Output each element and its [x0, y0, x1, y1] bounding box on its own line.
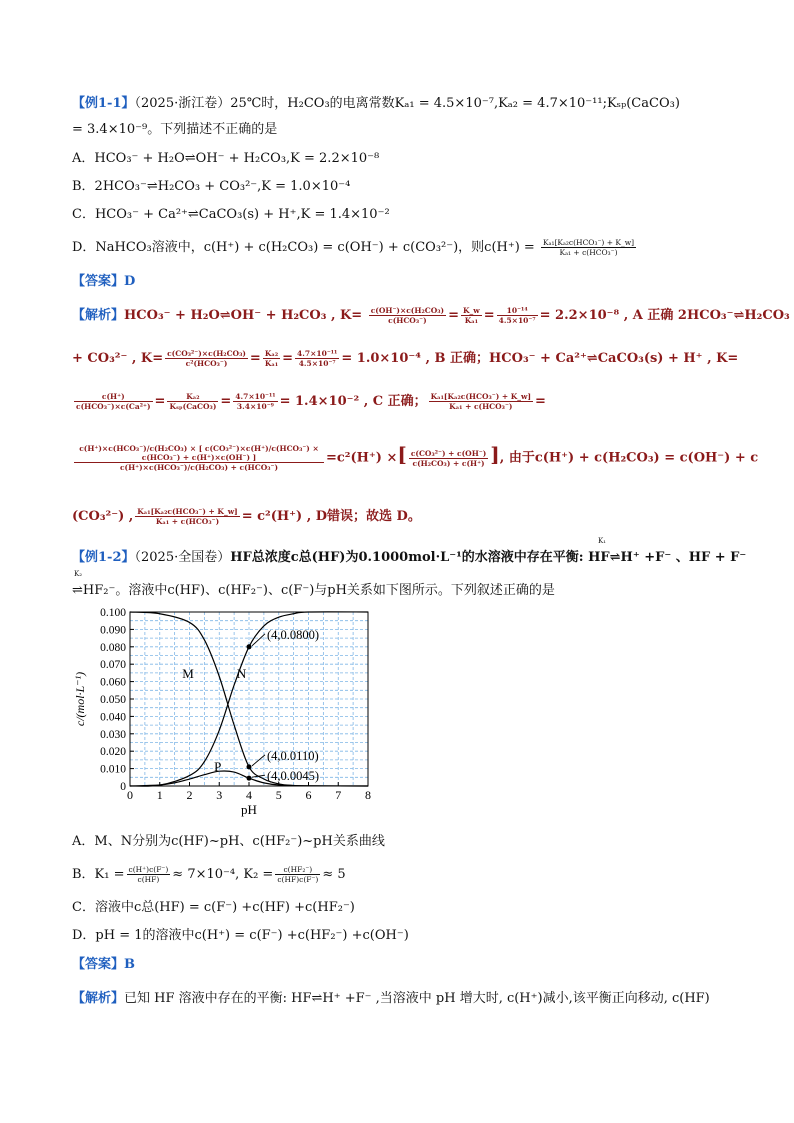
y-tick-label: 0.070	[100, 659, 126, 672]
x-tick-label: 8	[365, 788, 371, 802]
ex2-k1-fraction: $\frac{c(H^+)c(F^-)}{c(HF)}$	[128, 865, 169, 884]
ex1-answer: 【答案】D	[72, 274, 136, 289]
annotation-label: (4,0.0800)	[267, 627, 320, 642]
ex1-an3-frac1: $\frac{c(H^+)}{\text{c(HCO₃⁻)×c(Ca²⁺)}}$	[76, 392, 151, 411]
ex1-source: （2025·浙江卷）	[134, 96, 231, 111]
ex2-option-c: C．溶液中c总(HF) = c(F⁻) +c(HF) +c(HF₂⁻)	[72, 900, 355, 915]
x-tick-label: 2	[186, 788, 193, 802]
ex2-analysis-tag: 【解析】	[72, 991, 125, 1006]
ex1-an1-frac2: $\frac{K\_w}{\text{Kₐ₁}}$	[462, 306, 480, 325]
y-tick-label: 0.020	[100, 746, 126, 759]
ex2-analysis	[72, 990, 710, 1008]
ex2-option-b: B．K₁ = $\frac{c(H^+)c(F^-)}{c(HF)}$ ≈ 7×10⁻⁴, K₂ = $\frac{\text{c(HF₂⁻)}}{c(HF)c(F^-)}$ ≈ 5	[72, 865, 346, 884]
annotation-point	[247, 776, 252, 781]
ex1-analysis-line2: + CO₃²⁻ , K= $\frac{\text{c(CO₃²⁻)×c(H₂CO₃)}}{\text{c²(HCO₃⁻)}}$ = $\frac{\text{Kₐ₂}}{\text{Kₐ₁}}$ = $\frac{\text{4.7×10⁻¹¹}}{\text{4.5×10⁻⁷}}$ = 1.0×10⁻⁴ , B 正确；HCO₃⁻ + Ca²⁺⇌CaCO₃(s) + H⁺ , K=	[72, 349, 739, 368]
ex1-option-a: A．HCO₃⁻ + H₂O⇌OH⁻ + H₂CO₃,K = 2.2×10⁻⁸	[72, 151, 380, 166]
ex2-stem-line2: ⇌HF₂⁻。溶液中c(HF)、c(HF₂⁻)、c(F⁻)与pH关系如下图所示。下列叙述正确的是	[72, 583, 555, 598]
ex2-option-d: D．pH = 1的溶液中c(H⁺) = c(F⁻) +c(HF₂⁻) +c(OH⁻)	[72, 928, 409, 943]
annotation-point	[247, 644, 252, 649]
ex1-an5-fraction: $\frac{\text{Kₐ₁[Kₐ₂c(HCO₃⁻) + K\_w]}}{\text{Kₐ₁ + c(HCO₃⁻)}}$	[137, 507, 238, 526]
series-label-N: N	[236, 666, 247, 682]
ex1-option-c: C．HCO₃⁻ + Ca²⁺⇌CaCO₃(s) + H⁺,K = 1.4×10⁻²	[72, 207, 390, 222]
y-tick-label: 0.060	[100, 676, 126, 689]
series-label-P: P	[214, 759, 222, 775]
x-tick-label: 5	[275, 788, 282, 802]
ex1-option-d-text: D．NaHCO₃溶液中，c(H⁺) + c(H₂CO₃) = c(OH⁻) + c(CO₃²⁻)，则c(H⁺) =	[72, 240, 535, 255]
x-tick-label: 0	[127, 788, 133, 802]
y-tick-label: 0	[120, 781, 126, 793]
y-tick-label: 0.050	[100, 694, 126, 706]
ex1-an1-frac3: $\frac{\text{10⁻¹⁴}}{\text{4.5×10⁻⁷}}$	[498, 306, 536, 325]
y-tick-label: 0.010	[100, 763, 126, 776]
ex1-an2-frac3: $\frac{\text{4.7×10⁻¹¹}}{\text{4.5×10⁻⁷}}$	[297, 349, 338, 368]
y-tick-label: 0.040	[100, 711, 126, 724]
ex1-analysis-tag: 【解析】	[72, 308, 125, 323]
ph-concentration-chart	[72, 600, 382, 820]
series-label-M: M	[182, 666, 194, 682]
ex1-analysis-line1: 【解析】HCO₃⁻ + H₂O⇌OH⁻ + H₂CO₃ , K= $\frac{\text{c(OH⁻)×c(H₂CO₃)}}{\text{c(HCO₃⁻)}}$ = $\frac{K\_w}{\text{Kₐ₁}}$ = $\frac{\text{10⁻¹⁴}}{\text{4.5×10⁻⁷}}$ = 2.2×10⁻⁸ , A 正确 2HCO₃⁻⇌H₂CO₃	[72, 306, 790, 325]
ex1-stem-line2: = 3.4×10⁻⁹。下列描述不正确的是	[72, 122, 278, 137]
x-tick-label: 4	[246, 788, 252, 802]
ex1-stem: 25℃时，H₂CO₃的电离常数Kₐ₁ = 4.5×10⁻⁷,Kₐ₂ = 4.7×10⁻¹¹;Kₛₚ(CaCO₃)	[230, 96, 680, 111]
ex2-k2-label: K₂	[74, 570, 83, 578]
annotation-label: (4,0.0110)	[267, 748, 319, 763]
ex1-stem-line1	[72, 95, 680, 113]
ex1-an3-frac3: $\frac{\text{4.7×10⁻¹¹}}{\text{3.4×10⁻⁹}}$	[235, 392, 276, 411]
x-tick-label: 3	[216, 788, 223, 802]
ex1-an4-big-fraction: c(H⁺)×c(HCO₃⁻)/c(H₂CO₃) × [ c(CO₃²⁻)×c(H⁺)/c(HCO₃⁻) × c(HCO₃⁻) + c(H⁺)×c(OH⁻) ] c(H⁺)×c(HCO₃⁻)/c(H₂CO₃) + c(HCO₃⁻)	[74, 444, 324, 472]
annotation-point	[247, 764, 252, 769]
ex1-tag: 【例1-1】	[72, 96, 135, 111]
ex1-option-d-fraction: $\frac{\text{Kₐ₁[Kₐ₂c(HCO₃⁻) + K\_w]}}{\text{Kₐ₁ + c(HCO₃⁻)}}$	[542, 238, 635, 257]
x-axis-label: pH	[241, 802, 257, 817]
ex2-source: （2025·全国卷）	[134, 550, 231, 565]
ex1-analysis-line5: (CO₃²⁻) , $\frac{\text{Kₐ₁[Kₐ₂c(HCO₃⁻) + K\_w]}}{\text{Kₐ₁ + c(HCO₃⁻)}}$ = c²(H⁺) , D错误；故选 D。	[72, 507, 421, 526]
ex2-k2-fraction: $\frac{\text{c(HF₂⁻)}}{c(HF)c(F^-)}$	[277, 865, 319, 884]
ex1-an2-frac1: $\frac{\text{c(CO₃²⁻)×c(H₂CO₃)}}{\text{c²(HCO₃⁻)}}$	[167, 349, 246, 368]
ex1-an2-frac2: $\frac{\text{Kₐ₂}}{\text{Kₐ₁}}$	[264, 349, 279, 368]
y-tick-label: 0.080	[100, 641, 126, 654]
ex1-option-d	[72, 238, 638, 257]
y-tick-label: 0.090	[100, 624, 126, 637]
ex1-analysis-line4: c(H⁺)×c(HCO₃⁻)/c(H₂CO₃) × [ c(CO₃²⁻)×c(H⁺)/c(HCO₃⁻) × c(HCO₃⁻) + c(H⁺)×c(OH⁻) ] c(H⁺)×c(HCO₃⁻)/c(H₂CO₃) + c(HCO₃⁻) =c²(H⁺) ×[ $\frac{\text{c(CO₃²⁻) + c(OH⁻)}}{\text{c(H₂CO₃) + c(H⁺)}}$ ], 由于c(H⁺) + c(H₂CO₃) = c(OH⁻) + c	[72, 444, 758, 472]
x-tick-label: 7	[335, 788, 342, 802]
x-tick-label: 1	[156, 788, 163, 802]
ex2-stem: HF总浓度c总(HF)为0.1000mol·L⁻¹的水溶液中存在平衡: HF⇌H⁺ +F⁻ 、HF + F⁻	[230, 550, 747, 565]
ex2-k1-label: K₁	[598, 537, 607, 545]
ex2-tag: 【例1-2】	[72, 550, 135, 565]
ex2-stem-line1	[72, 549, 746, 567]
y-axis-label: c/(mol·L⁻¹)	[73, 671, 87, 727]
annotation-arrow	[252, 755, 265, 766]
ex1-option-b: B．2HCO₃⁻⇌H₂CO₃ + CO₃²⁻,K = 1.0×10⁻⁴	[72, 179, 351, 194]
ex1-an3-frac2: $\frac{\text{Kₐ₂}}{\text{Kₛₚ(CaCO₃)}}$	[169, 392, 217, 411]
y-tick-label: 0.030	[100, 728, 126, 741]
ex1-an3-frac4: $\frac{\text{Kₐ₁[Kₐ₂c(HCO₃⁻) + K\_w]}}{\text{Kₐ₁ + c(HCO₃⁻)}}$	[430, 392, 532, 411]
x-tick-label: 6	[305, 788, 312, 802]
ex2-answer: 【答案】B	[72, 957, 135, 972]
ex2-analysis-text: 已知 HF 溶液中存在的平衡: HF⇌H⁺ +F⁻ ,当溶液中 pH 增大时, c(H⁺)减小,该平衡正向移动, c(HF)	[124, 991, 710, 1006]
annotation-arrow	[252, 634, 265, 646]
ex1-an4-bracket-fraction: $\frac{\text{c(CO₃²⁻) + c(OH⁻)}}{\text{c(H₂CO₃) + c(H⁺)}}$	[410, 448, 487, 468]
ex1-an1-frac1: $\frac{\text{c(OH⁻)×c(H₂CO₃)}}{\text{c(HCO₃⁻)}}$	[370, 306, 445, 325]
ex2-option-a: A．M、N分别为c(HF)~pH、c(HF₂⁻)~pH关系曲线	[72, 834, 385, 849]
y-tick-label: 0.100	[100, 607, 126, 619]
annotation-label: (4,0.0045)	[267, 769, 320, 784]
ex1-analysis-line3: $\frac{c(H^+)}{\text{c(HCO₃⁻)×c(Ca²⁺)}}$ = $\frac{\text{Kₐ₂}}{\text{Kₛₚ(CaCO₃)}}$ = $\frac{\text{4.7×10⁻¹¹}}{\text{3.4×10⁻⁹}}$ = 1.4×10⁻² , C 正确； $\frac{\text{Kₐ₁[Kₐ₂c(HCO₃⁻) + K\_w]}}{\text{Kₐ₁ + c(HCO₃⁻)}}$ =	[76, 392, 546, 411]
